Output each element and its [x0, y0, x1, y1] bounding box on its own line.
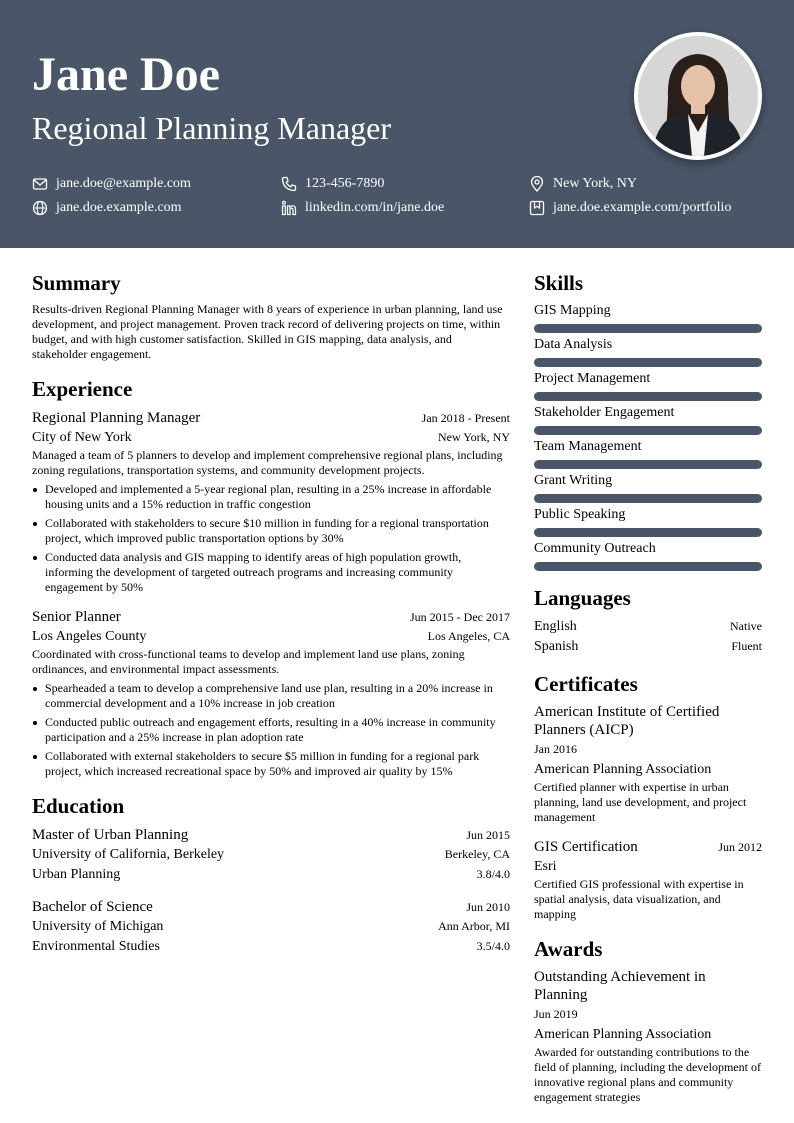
job-dates: Jan 2018 - Present	[421, 411, 510, 425]
job-bullet: Conducted public outreach and engagement efforts, resulting in a 40% increase in community participation and a 25% increase in plan adoption rate	[32, 715, 510, 745]
skill-bar	[534, 358, 762, 367]
job-bullets	[32, 681, 510, 779]
job-description: Managed a team of 5 planners to develop and implement comprehensive regional plans, including zoning regulations, transportation systems, and community development projects.	[32, 448, 503, 477]
language-item	[534, 637, 762, 657]
education-heading: Education	[32, 794, 125, 818]
portfolio-icon	[529, 200, 545, 216]
skill-bar	[534, 324, 762, 333]
skill-name: GIS Mapping	[534, 303, 611, 318]
education-entry	[32, 825, 510, 885]
skill-name: Community Outreach	[534, 541, 656, 556]
job-entry	[32, 408, 510, 595]
job-bullet: Conducted data analysis and GIS mapping to identify areas of high population growth, informing the development of targeted outreach programs and increasing community engagement by 50%	[32, 550, 510, 595]
contact-portfolio-text: jane.doe.example.com/portfolio	[553, 200, 732, 215]
skill-bar	[534, 392, 762, 401]
profile-photo	[634, 32, 762, 160]
job-entry	[32, 607, 510, 779]
job-description: Coordinated with cross-functional teams to develop and implement land use plans, zoning ordinances, and environmental impact assessments.	[32, 647, 465, 676]
certificates-heading: Certificates	[534, 672, 638, 696]
skill-item	[534, 472, 762, 503]
field-of-study: Environmental Studies	[32, 939, 160, 954]
skill-item	[534, 370, 762, 401]
language-name: English	[534, 619, 577, 634]
skills-heading: Skills	[534, 271, 584, 295]
resume-header	[0, 0, 794, 248]
degree: Bachelor of Science	[32, 899, 153, 915]
skill-item	[534, 540, 762, 571]
contact-website[interactable]	[32, 200, 182, 216]
skill-item	[534, 404, 762, 435]
gpa: 3.8/4.0	[476, 867, 510, 881]
certificate-name: GIS Certification	[534, 839, 638, 855]
certificate-issuer: American Planning Association	[534, 762, 712, 777]
skill-item	[534, 336, 762, 367]
job-org: Los Angeles County	[32, 629, 147, 644]
skill-name: Team Management	[534, 439, 642, 454]
degree: Master of Urban Planning	[32, 827, 189, 843]
award-entry	[534, 968, 762, 1105]
education-section	[32, 791, 510, 957]
person-photo-icon	[638, 36, 758, 156]
school: University of Michigan	[32, 919, 164, 934]
contact-phone[interactable]	[281, 176, 384, 192]
skill-bar	[534, 528, 762, 537]
job-org: City of New York	[32, 430, 132, 445]
language-item	[534, 617, 762, 637]
school: University of California, Berkeley	[32, 847, 225, 862]
globe-icon	[32, 200, 48, 216]
main-column	[32, 268, 510, 969]
certificate-description: Certified GIS professional with expertise in spatial analysis, data visualization, and mapping	[534, 877, 744, 921]
job-location: New York, NY	[437, 430, 510, 444]
summary-text: Results-driven Regional Planning Manager with 8 years of experience in urban planning, land use development, and project management. Proven track record of delivering projects on time, within budget, and with high customer satisfaction. Skilled in GIS mapping, data analysis, and stakeholder engagement.	[32, 302, 503, 361]
awards-section	[534, 934, 762, 1105]
gpa: 3.5/4.0	[476, 939, 510, 953]
award-issuer: American Planning Association	[534, 1027, 712, 1042]
summary-heading: Summary	[32, 271, 121, 295]
field-of-study: Urban Planning	[32, 867, 121, 882]
skill-name: Data Analysis	[534, 337, 613, 352]
skills-section	[534, 268, 762, 571]
skill-bar	[534, 494, 762, 503]
experience-heading: Experience	[32, 377, 133, 401]
candidate-title: Regional Planning Manager	[32, 110, 392, 146]
skill-item	[534, 438, 762, 469]
skill-name: Stakeholder Engagement	[534, 405, 675, 420]
contact-linkedin[interactable]	[281, 200, 444, 216]
certificate-issuer: Esri	[534, 859, 557, 874]
education-date: Jun 2010	[466, 900, 510, 914]
job-role: Senior Planner	[32, 609, 121, 625]
skill-bar	[534, 426, 762, 435]
contact-email[interactable]	[32, 176, 191, 192]
summary-section	[32, 268, 510, 362]
certificate-date: Jun 2012	[718, 840, 762, 854]
job-dates: Jun 2015 - Dec 2017	[410, 610, 510, 624]
map-pin-icon	[529, 176, 545, 192]
education-date: Jun 2015	[466, 828, 510, 842]
skill-name: Public Speaking	[534, 507, 626, 522]
contact-phone-text: 123-456-7890	[305, 176, 385, 191]
certificate-entry	[534, 703, 762, 825]
mail-icon	[32, 176, 48, 192]
education-entry	[32, 897, 510, 957]
certificate-description: Certified planner with expertise in urban planning, land use development, and project management	[534, 780, 747, 824]
skill-item	[534, 302, 762, 333]
contact-website-text: jane.doe.example.com	[56, 200, 182, 215]
linkedin-icon	[281, 200, 297, 216]
job-bullet: Spearheaded a team to develop a comprehensive land use plan, resulting in a 20% increase in commercial development and a 10% increase in job creation	[32, 681, 510, 711]
contact-email-text: jane.doe@example.com	[56, 176, 191, 191]
skill-name: Project Management	[534, 371, 651, 386]
certificate-name: American Institute of Certified Planners (AICP)	[534, 704, 720, 738]
languages-heading: Languages	[534, 586, 631, 610]
job-bullets	[32, 482, 510, 595]
certificate-date: Jan 2016	[534, 742, 577, 756]
certificates-section	[534, 669, 762, 922]
awards-heading: Awards	[534, 937, 603, 961]
experience-section	[32, 374, 510, 779]
award-name: Outstanding Achievement in Planning	[534, 969, 706, 1003]
sidebar-column	[534, 268, 762, 1117]
job-location: Los Angeles, CA	[427, 629, 510, 643]
job-bullet: Collaborated with stakeholders to secure $10 million in funding for a regional transportation project, which improved public transportation options by 30%	[32, 516, 510, 546]
contact-portfolio[interactable]	[529, 200, 731, 216]
contact-linkedin-text: linkedin.com/in/jane.doe	[305, 200, 445, 215]
skill-item	[534, 506, 762, 537]
skill-bar	[534, 562, 762, 571]
award-date: Jun 2019	[534, 1007, 578, 1021]
languages-section	[534, 583, 762, 657]
job-bullet: Collaborated with external stakeholders to secure $5 million in funding for a regional park project, which increased recreational space by 50% and improved air quality by 15%	[32, 749, 510, 779]
skill-name: Grant Writing	[534, 473, 613, 488]
skill-bar	[534, 460, 762, 469]
candidate-name: Jane Doe	[32, 48, 220, 101]
language-level: Fluent	[731, 639, 762, 653]
language-name: Spanish	[534, 639, 579, 654]
language-level: Native	[730, 619, 762, 633]
school-location: Berkeley, CA	[444, 847, 510, 861]
contact-location-text: New York, NY	[553, 176, 638, 191]
school-location: Ann Arbor, MI	[438, 919, 510, 933]
job-bullet: Developed and implemented a 5-year regional plan, resulting in a 25% increase in affordable housing units and a 15% reduction in traffic congestion	[32, 482, 510, 512]
certificate-entry	[534, 837, 762, 922]
job-role: Regional Planning Manager	[32, 410, 201, 426]
contact-location	[529, 176, 637, 192]
phone-icon	[281, 176, 297, 192]
award-description: Awarded for outstanding contributions to the field of planning, including the development of innovative regional plans and community engagement strategies	[534, 1045, 761, 1104]
